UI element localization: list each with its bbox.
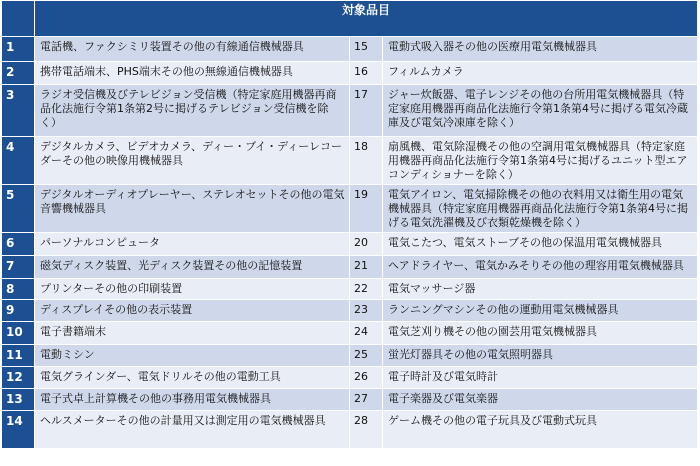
table-row (2, 233, 698, 256)
item-number-right: 17 (350, 85, 383, 137)
item-name-left: デジタルオーディオプレーヤー、ステレオセットその他の電気音響機械器具 (35, 185, 350, 233)
table-row (2, 256, 698, 279)
item-name-left: デジタルカメラ、ビデオカメラ、ディー・ブイ・ディーレコーダーその他の映像用機械器具 (35, 137, 350, 185)
item-number-left: 11 (2, 345, 35, 367)
header-corner-cell (2, 1, 35, 37)
item-number-left: 14 (2, 411, 35, 449)
item-number-right: 23 (350, 300, 383, 322)
table-row (2, 137, 698, 185)
item-name-right: 蛍光灯器具その他の電気照明器具 (383, 345, 698, 367)
table-row (2, 411, 698, 449)
item-number-right: 24 (350, 322, 383, 345)
table-row (2, 185, 698, 233)
item-number-right: 21 (350, 256, 383, 279)
item-name-left: ラジオ受信機及びテレビジョン受信機（特定家庭用機器再商品化法施行令第1条第2号に掲げるテレビジョン受信機を除く） (35, 85, 350, 137)
item-name-left: ディスプレイその他の表示装置 (35, 300, 350, 322)
item-name-right: 電気こたつ、電気ストーブその他の保温用電気機械器具 (383, 233, 698, 256)
table-row (2, 300, 698, 322)
table-row (2, 37, 698, 62)
item-number-left: 6 (2, 233, 35, 256)
table-row (2, 279, 698, 300)
item-name-left: 電話機、ファクシミリ装置その他の有線通信機械器具 (35, 37, 350, 62)
item-name-right: ヘアドライヤー、電気かみそりその他の理容用電気機械器具 (383, 256, 698, 279)
item-number-right: 18 (350, 137, 383, 185)
item-number-right: 20 (350, 233, 383, 256)
item-name-right: ランニングマシンその他の運動用電気機械器具 (383, 300, 698, 322)
item-name-right: 電動式吸入器その他の医療用電気機械器具 (383, 37, 698, 62)
item-name-right: ゲーム機その他の電子玩具及び電動式玩具 (383, 411, 698, 449)
table-row (2, 322, 698, 345)
item-number-left: 7 (2, 256, 35, 279)
table-title: 対象品目 (35, 1, 698, 37)
item-name-left: 電子式卓上計算機その他の事務用電気機械器具 (35, 389, 350, 411)
item-name-left: 電動ミシン (35, 345, 350, 367)
item-number-right: 28 (350, 411, 383, 449)
table-row (2, 367, 698, 389)
item-number-left: 5 (2, 185, 35, 233)
item-name-right: フィルムカメラ (383, 62, 698, 85)
item-name-right: 電子楽器及び電気楽器 (383, 389, 698, 411)
item-number-left: 13 (2, 389, 35, 411)
item-name-right: 電気芝刈り機その他の園芸用電気機械器具 (383, 322, 698, 345)
item-number-left: 8 (2, 279, 35, 300)
table-row (2, 345, 698, 367)
item-name-right: ジャー炊飯器、電子レンジその他の台所用電気機械器具（特定家庭用機器再商品化法施行令第1条第4号に掲げる電気冷蔵庫及び電気冷凍庫を除く） (383, 85, 698, 137)
item-number-right: 16 (350, 62, 383, 85)
item-number-right: 19 (350, 185, 383, 233)
table-row (2, 85, 698, 137)
item-number-right: 22 (350, 279, 383, 300)
item-name-left: 携帯電話端末、PHS端末その他の無線通信機械器具 (35, 62, 350, 85)
table-header-row (2, 1, 698, 37)
item-name-left: プリンターその他の印刷装置 (35, 279, 350, 300)
item-name-right: 扇風機、電気除湿機その他の空調用電気機械器具（特定家庭用機器再商品化法施行令第1条第4号に掲げるユニット型エアコンディショナーを除く） (383, 137, 698, 185)
item-number-left: 10 (2, 322, 35, 345)
item-number-left: 12 (2, 367, 35, 389)
item-number-left: 2 (2, 62, 35, 85)
item-number-left: 1 (2, 37, 35, 62)
item-number-right: 25 (350, 345, 383, 367)
target-items-table (1, 0, 698, 449)
item-name-left: ヘルスメーターその他の計量用又は測定用の電気機械器具 (35, 411, 350, 449)
item-number-left: 4 (2, 137, 35, 185)
table-body (2, 37, 698, 449)
item-number-right: 26 (350, 367, 383, 389)
item-name-left: 磁気ディスク装置、光ディスク装置その他の記憶装置 (35, 256, 350, 279)
item-number-left: 3 (2, 85, 35, 137)
item-name-left: 電子書籍端末 (35, 322, 350, 345)
item-number-left: 9 (2, 300, 35, 322)
item-number-right: 15 (350, 37, 383, 62)
item-number-right: 27 (350, 389, 383, 411)
table-row (2, 62, 698, 85)
item-name-right: 電気マッサージ器 (383, 279, 698, 300)
item-name-right: 電気アイロン、電気掃除機その他の衣料用又は衛生用の電気機械器具（特定家庭用機器再商品化法施行令第1条第4号に掲げる電気洗濯機及び衣類乾燥機を除く） (383, 185, 698, 233)
item-name-right: 電子時計及び電気時計 (383, 367, 698, 389)
item-name-left: 電気グラインダー、電気ドリルその他の電動工具 (35, 367, 350, 389)
items-table-container (1, 0, 698, 449)
table-row (2, 389, 698, 411)
item-name-left: パーソナルコンピュータ (35, 233, 350, 256)
